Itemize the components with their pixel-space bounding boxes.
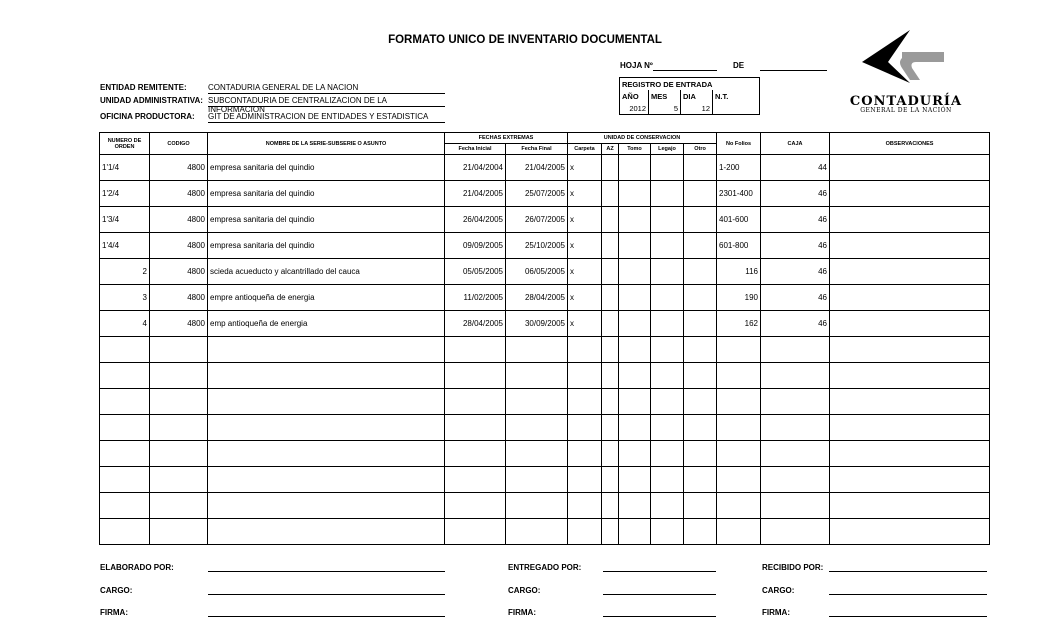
table-row [100, 259, 990, 285]
row-observaciones [830, 155, 990, 181]
row-legajo [651, 493, 684, 519]
row-az [602, 389, 619, 415]
row-tomo [619, 285, 651, 311]
row-caja [761, 337, 830, 363]
firma-label-1: FIRMA: [100, 608, 128, 617]
col-fechas: FECHAS EXTREMAS [445, 133, 568, 144]
row-caja [761, 415, 830, 441]
row-caja [761, 493, 830, 519]
row-otro [684, 155, 717, 181]
row-az [602, 259, 619, 285]
row-numero: 2 [100, 259, 150, 285]
row-folios [717, 389, 761, 415]
oficina-label: OFICINA PRODUCTORA: [100, 112, 195, 121]
row-nombre [208, 389, 445, 415]
row-observaciones [830, 337, 990, 363]
elaborado-label: ELABORADO POR: [100, 563, 174, 572]
col-az: AZ [602, 144, 619, 155]
firma-line-2 [603, 616, 716, 617]
row-nombre [208, 519, 445, 545]
row-fecha-final: 06/05/2005 [506, 259, 568, 285]
row-caja: 46 [761, 233, 830, 259]
row-az [602, 155, 619, 181]
col-nombre: NOMBRE DE LA SERIE-SUBSERIE O ASUNTO [208, 133, 445, 155]
row-numero [100, 467, 150, 493]
unidad-value: SUBCONTADURIA DE CENTRALIZACION DE LA INFORMACION [208, 96, 445, 107]
row-az [602, 233, 619, 259]
row-folios [717, 415, 761, 441]
col-tomo: Tomo [619, 144, 651, 155]
row-codigo [150, 493, 208, 519]
de-label: DE [733, 61, 745, 70]
row-otro [684, 467, 717, 493]
row-tomo [619, 493, 651, 519]
row-caja [761, 441, 830, 467]
elaborado-line [208, 571, 445, 572]
inventory-table [99, 132, 990, 545]
col-folios: No Folios [717, 133, 761, 155]
row-tomo [619, 363, 651, 389]
row-folios: 116 [717, 259, 761, 285]
row-legajo [651, 155, 684, 181]
row-tomo [619, 389, 651, 415]
row-fecha-inicial [445, 493, 506, 519]
row-legajo [651, 233, 684, 259]
row-otro [684, 233, 717, 259]
row-fecha-final: 25/10/2005 [506, 233, 568, 259]
col-otro: Otro [684, 144, 717, 155]
row-folios: 1-200 [717, 155, 761, 181]
row-otro [684, 389, 717, 415]
row-fecha-inicial [445, 415, 506, 441]
table-row [100, 493, 990, 519]
row-caja: 44 [761, 155, 830, 181]
row-observaciones [830, 493, 990, 519]
row-fecha-final: 26/07/2005 [506, 207, 568, 233]
row-codigo: 4800 [150, 155, 208, 181]
row-fecha-inicial [445, 467, 506, 493]
registro-col-mes: MES [649, 90, 681, 102]
row-legajo [651, 337, 684, 363]
row-numero: 1'4/4 [100, 233, 150, 259]
row-legajo [651, 259, 684, 285]
row-codigo [150, 389, 208, 415]
row-numero: 4 [100, 311, 150, 337]
row-az [602, 415, 619, 441]
row-legajo [651, 207, 684, 233]
row-observaciones [830, 519, 990, 545]
row-az [602, 467, 619, 493]
hoja-label: HOJA Nº [620, 61, 653, 70]
row-legajo [651, 363, 684, 389]
row-fecha-final [506, 493, 568, 519]
table-row [100, 363, 990, 389]
row-fecha-final [506, 363, 568, 389]
row-fecha-inicial: 26/04/2005 [445, 207, 506, 233]
row-folios: 401-600 [717, 207, 761, 233]
row-codigo [150, 415, 208, 441]
col-legajo: Legajo [651, 144, 684, 155]
row-otro [684, 415, 717, 441]
row-codigo [150, 337, 208, 363]
row-carpeta [568, 337, 602, 363]
row-numero: 1'1/4 [100, 155, 150, 181]
row-caja [761, 389, 830, 415]
row-nombre [208, 363, 445, 389]
row-observaciones [830, 311, 990, 337]
row-carpeta [568, 415, 602, 441]
row-fecha-inicial [445, 389, 506, 415]
unidad-label: UNIDAD ADMINISTRATIVA: [100, 96, 203, 105]
col-fecha-inicial: Fecha Inicial [445, 144, 506, 155]
row-legajo [651, 311, 684, 337]
row-carpeta: x [568, 285, 602, 311]
cargo-label-1: CARGO: [100, 586, 133, 595]
firma-line-3 [829, 616, 987, 617]
entregado-label: ENTREGADO POR: [508, 563, 582, 572]
row-otro [684, 493, 717, 519]
row-otro [684, 311, 717, 337]
row-nombre: empresa sanitaria del quindio [208, 155, 445, 181]
table-row [100, 181, 990, 207]
row-observaciones [830, 233, 990, 259]
entidad-label: ENTIDAD REMITENTE: [100, 83, 187, 92]
row-fecha-final [506, 389, 568, 415]
row-carpeta [568, 389, 602, 415]
row-carpeta: x [568, 259, 602, 285]
row-codigo [150, 519, 208, 545]
row-nombre: empre antioqueña de energia [208, 285, 445, 311]
row-otro [684, 285, 717, 311]
row-codigo: 4800 [150, 181, 208, 207]
row-caja [761, 467, 830, 493]
registro-title: REGISTRO DE ENTRADA [620, 78, 760, 91]
cargo-line-2 [603, 594, 716, 595]
row-caja: 46 [761, 311, 830, 337]
row-nombre [208, 493, 445, 519]
row-observaciones [830, 389, 990, 415]
row-legajo [651, 441, 684, 467]
de-number-line [760, 70, 827, 71]
row-az [602, 519, 619, 545]
row-observaciones [830, 259, 990, 285]
row-tomo [619, 311, 651, 337]
row-legajo [651, 181, 684, 207]
row-nombre [208, 415, 445, 441]
row-codigo: 4800 [150, 259, 208, 285]
row-tomo [619, 155, 651, 181]
row-nombre [208, 467, 445, 493]
row-fecha-inicial: 21/04/2005 [445, 181, 506, 207]
row-fecha-final [506, 519, 568, 545]
entregado-line [603, 571, 716, 572]
row-az [602, 181, 619, 207]
row-carpeta: x [568, 207, 602, 233]
registro-entrada [619, 77, 760, 115]
row-nombre: empresa sanitaria del quindio [208, 181, 445, 207]
cargo-line-1 [208, 594, 445, 595]
table-row [100, 285, 990, 311]
row-fecha-inicial: 09/09/2005 [445, 233, 506, 259]
row-otro [684, 441, 717, 467]
row-fecha-final: 28/04/2005 [506, 285, 568, 311]
row-fecha-final: 21/04/2005 [506, 155, 568, 181]
row-tomo [619, 181, 651, 207]
row-carpeta: x [568, 181, 602, 207]
row-tomo [619, 337, 651, 363]
row-fecha-inicial [445, 363, 506, 389]
recibido-line [829, 571, 987, 572]
oficina-value: GIT DE ADMINISTRACION DE ENTIDADES Y ESTADISTICA [208, 112, 445, 123]
row-codigo: 4800 [150, 207, 208, 233]
row-fecha-final [506, 415, 568, 441]
row-carpeta [568, 467, 602, 493]
registro-nt [713, 102, 760, 115]
row-numero: 1'3/4 [100, 207, 150, 233]
table-row [100, 415, 990, 441]
registro-mes: 5 [649, 102, 681, 115]
row-folios [717, 363, 761, 389]
registro-ano: 2012 [620, 102, 649, 115]
table-row [100, 233, 990, 259]
row-fecha-final [506, 337, 568, 363]
firma-label-3: FIRMA: [762, 608, 790, 617]
row-codigo: 4800 [150, 285, 208, 311]
col-unidad: UNIDAD DE CONSERVACION [568, 133, 717, 144]
row-az [602, 311, 619, 337]
col-carpeta: Carpeta [568, 144, 602, 155]
registro-col-dia: DIA [681, 90, 713, 102]
row-folios [717, 467, 761, 493]
row-nombre: empresa sanitaria del quindio [208, 207, 445, 233]
row-carpeta [568, 441, 602, 467]
row-nombre: emp antioqueña de energia [208, 311, 445, 337]
row-fecha-inicial: 11/02/2005 [445, 285, 506, 311]
firma-label-2: FIRMA: [508, 608, 536, 617]
row-numero [100, 441, 150, 467]
row-folios [717, 493, 761, 519]
row-nombre [208, 337, 445, 363]
col-fecha-final: Fecha Final [506, 144, 568, 155]
row-tomo [619, 233, 651, 259]
row-fecha-inicial [445, 441, 506, 467]
row-folios: 2301-400 [717, 181, 761, 207]
row-legajo [651, 389, 684, 415]
row-observaciones [830, 207, 990, 233]
firma-line-1 [208, 616, 445, 617]
row-legajo [651, 415, 684, 441]
row-folios [717, 441, 761, 467]
row-fecha-inicial: 05/05/2005 [445, 259, 506, 285]
table-row [100, 467, 990, 493]
row-tomo [619, 441, 651, 467]
row-numero [100, 363, 150, 389]
cargo-label-3: CARGO: [762, 586, 795, 595]
row-fecha-inicial [445, 337, 506, 363]
row-codigo: 4800 [150, 233, 208, 259]
row-tomo [619, 467, 651, 493]
registro-dia: 12 [681, 102, 713, 115]
table-row [100, 337, 990, 363]
row-carpeta [568, 363, 602, 389]
row-codigo [150, 363, 208, 389]
row-fecha-inicial: 21/04/2004 [445, 155, 506, 181]
row-otro [684, 207, 717, 233]
row-otro [684, 519, 717, 545]
table-row [100, 207, 990, 233]
table-row [100, 155, 990, 181]
col-caja: CAJA [761, 133, 830, 155]
row-numero [100, 389, 150, 415]
table-row [100, 441, 990, 467]
row-carpeta [568, 519, 602, 545]
hoja-number-line [653, 70, 717, 71]
row-tomo [619, 415, 651, 441]
row-carpeta: x [568, 155, 602, 181]
row-numero [100, 493, 150, 519]
row-numero [100, 337, 150, 363]
row-az [602, 493, 619, 519]
row-numero: 3 [100, 285, 150, 311]
row-tomo [619, 519, 651, 545]
row-fecha-inicial [445, 519, 506, 545]
logo-subtitle: GENERAL DE LA NACIÓN [860, 107, 952, 114]
cargo-label-2: CARGO: [508, 586, 541, 595]
row-az [602, 285, 619, 311]
row-otro [684, 181, 717, 207]
row-codigo: 4800 [150, 311, 208, 337]
row-tomo [619, 259, 651, 285]
page-title: FORMATO UNICO DE INVENTARIO DOCUMENTAL [388, 34, 662, 46]
row-observaciones [830, 285, 990, 311]
row-nombre [208, 441, 445, 467]
col-observaciones: OBSERVACIONES [830, 133, 990, 155]
cargo-line-3 [829, 594, 987, 595]
row-fecha-final: 30/09/2005 [506, 311, 568, 337]
row-folios: 601-800 [717, 233, 761, 259]
row-observaciones [830, 467, 990, 493]
table-row [100, 311, 990, 337]
row-numero [100, 519, 150, 545]
row-folios: 162 [717, 311, 761, 337]
row-fecha-final [506, 467, 568, 493]
row-codigo [150, 467, 208, 493]
registro-col-ano: AÑO [620, 90, 649, 102]
logo-name: CONTADURÍA [849, 94, 963, 109]
row-tomo [619, 207, 651, 233]
row-otro [684, 363, 717, 389]
row-carpeta [568, 493, 602, 519]
row-observaciones [830, 181, 990, 207]
row-observaciones [830, 415, 990, 441]
row-folios: 190 [717, 285, 761, 311]
row-codigo [150, 441, 208, 467]
row-fecha-final: 25/07/2005 [506, 181, 568, 207]
table-row [100, 389, 990, 415]
contaduria-logo-icon [858, 28, 948, 88]
row-caja: 46 [761, 181, 830, 207]
row-observaciones [830, 363, 990, 389]
row-numero [100, 415, 150, 441]
row-folios [717, 519, 761, 545]
row-legajo [651, 467, 684, 493]
row-az [602, 441, 619, 467]
row-nombre: empresa sanitaria del quindio [208, 233, 445, 259]
row-numero: 1'2/4 [100, 181, 150, 207]
inventory-body [100, 155, 990, 545]
recibido-label: RECIBIDO POR: [762, 563, 824, 572]
row-nombre: scieda acueducto y alcantrillado del cauca [208, 259, 445, 285]
row-otro [684, 337, 717, 363]
row-carpeta: x [568, 233, 602, 259]
row-otro [684, 259, 717, 285]
row-az [602, 363, 619, 389]
row-caja: 46 [761, 259, 830, 285]
table-row [100, 519, 990, 545]
row-folios [717, 337, 761, 363]
entidad-value: CONTADURIA GENERAL DE LA NACION [208, 83, 445, 94]
row-az [602, 337, 619, 363]
row-observaciones [830, 441, 990, 467]
row-legajo [651, 285, 684, 311]
registro-col-nt: N.T. [713, 90, 760, 102]
row-caja [761, 363, 830, 389]
row-caja [761, 519, 830, 545]
row-carpeta: x [568, 311, 602, 337]
col-codigo: CODIGO [150, 133, 208, 155]
row-legajo [651, 519, 684, 545]
col-numero: NUMERO DE ORDEN [100, 133, 150, 155]
row-caja: 46 [761, 285, 830, 311]
row-fecha-final [506, 441, 568, 467]
row-fecha-inicial: 28/04/2005 [445, 311, 506, 337]
row-az [602, 207, 619, 233]
row-caja: 46 [761, 207, 830, 233]
